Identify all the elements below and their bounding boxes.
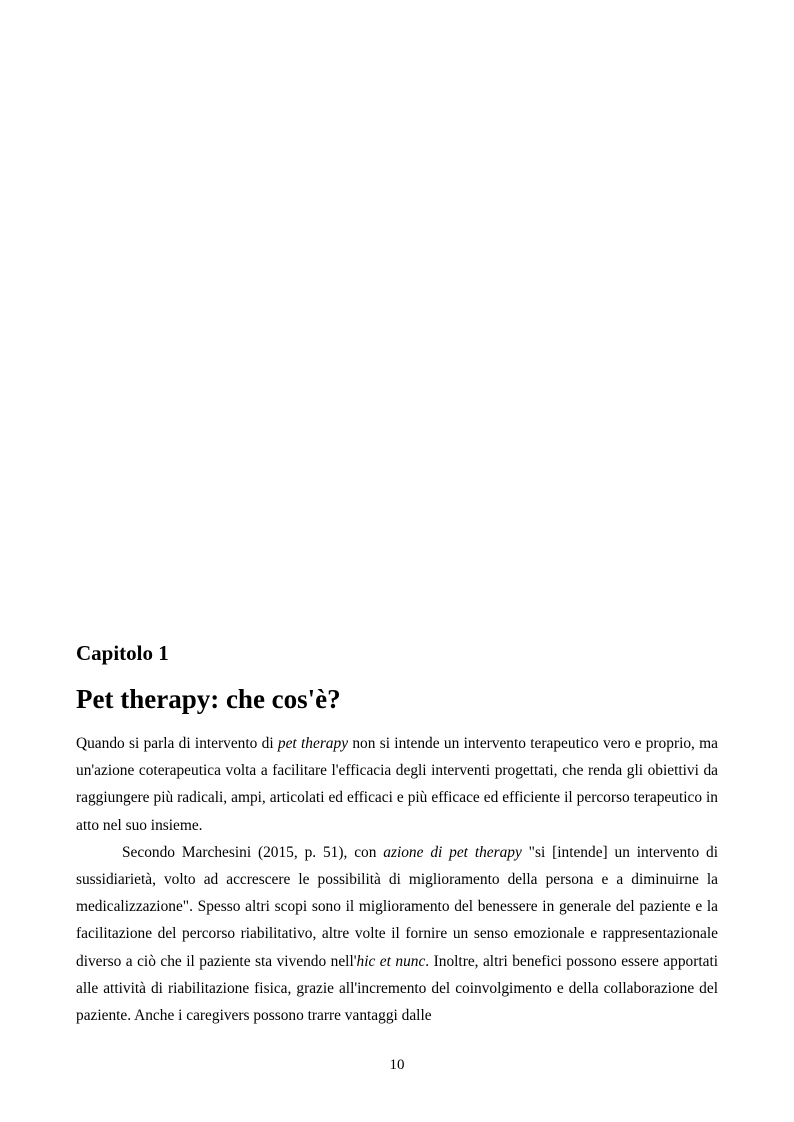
paragraph-2-emphasis-b: hic et nunc	[356, 952, 426, 970]
paragraph-2	[76, 839, 718, 1029]
paragraph-2-text-b: "si [intende] un intervento di sussidiarietà, volto ad accrescere le possibilità di miglioramento della persona e a diminuirne la medicalizzazione". Spesso altri scopi sono il miglioramento del benessere in generale del paziente e la facilitazione del percorso riabilitativo, altre volte il fornire un senso emozionale e rappresentazionale diverso a ciò che il paziente sta vivendo nell'	[76, 843, 718, 970]
paragraph-1-emphasis: pet therapy	[277, 735, 349, 752]
page-number: 10	[389, 1057, 405, 1073]
paragraph-1-text-b: non si intende un intervento terapeutico vero e proprio, ma un'azione coterapeutica volta a facilitare l'efficacia degli interventi progettati, che renda gli obiettivi da raggiungere più radicali, ampi, articolati ed efficaci e più efficace ed efficiente il percorso terapeutico in atto nel suo insieme.	[76, 735, 718, 834]
chapter-label: Capitolo 1	[76, 641, 169, 665]
paragraph-2-text-a: Secondo Marchesini (2015, p. 51), con	[122, 843, 384, 861]
body-text	[76, 730, 718, 1029]
chapter-title: Pet therapy: che cos'è?	[76, 684, 341, 714]
paragraph-1-text-a: Quando si parla di intervento di	[76, 735, 278, 752]
paragraph-2-text-c: . Inoltre, altri benefici possono essere apportati alle attività di riabilitazione fisica, grazie all'incremento del coinvolgimento e della collaborazione del paziente. Anche i caregivers possono trarre vantaggi dalle	[76, 952, 718, 1025]
paragraph-1	[76, 730, 718, 839]
paragraph-2-emphasis-a: azione di pet therapy	[383, 843, 522, 861]
